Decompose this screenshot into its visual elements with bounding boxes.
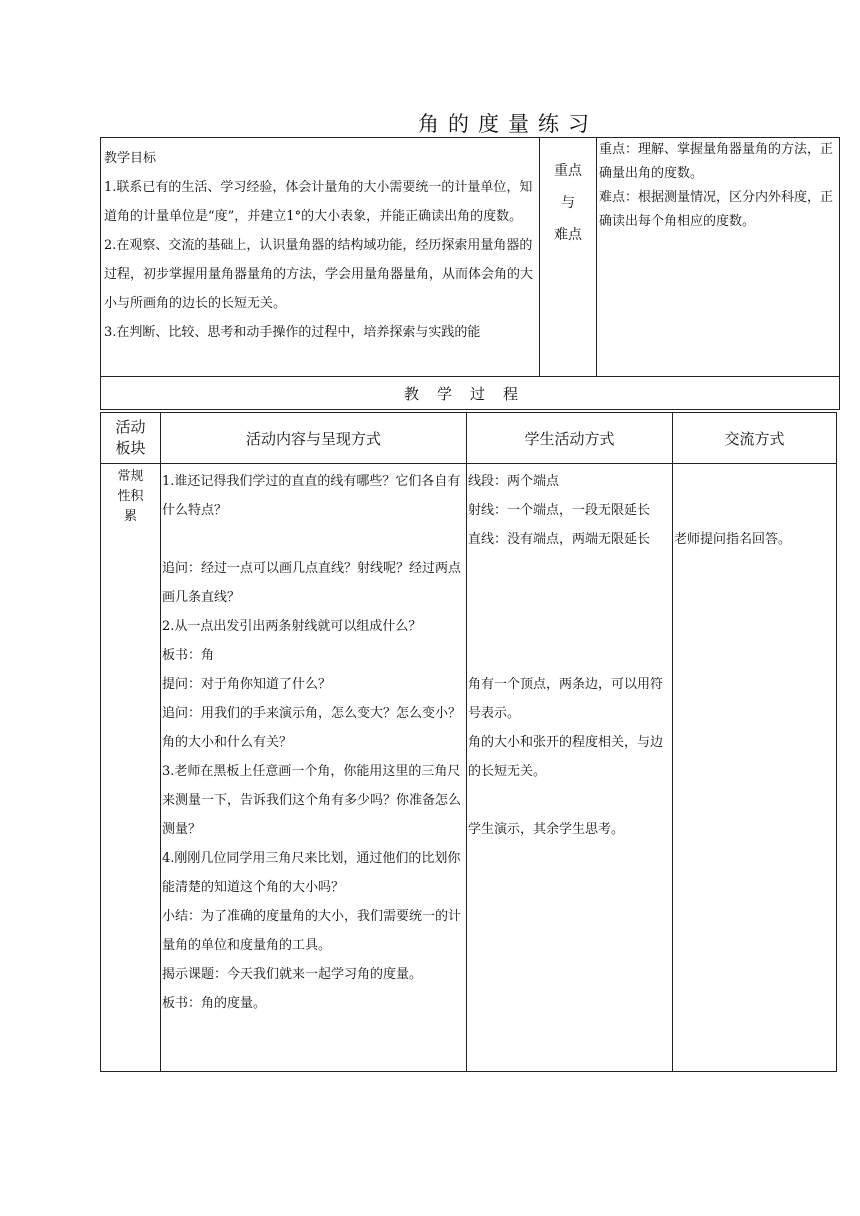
teaching-objectives-cell xyxy=(101,138,540,377)
student-line: 直线：没有端点，两端无限延长 xyxy=(468,532,651,547)
student-line: 角有一个顶点，两条边，可以用符号表示。 xyxy=(468,677,664,721)
objectives-heading: 教学目标 xyxy=(104,151,157,166)
key-label-2: 与 xyxy=(561,195,575,211)
block-name: 常规性积累 xyxy=(117,469,144,524)
difficulty-text: 难点：根据测量情况，区分内外科度，正确读出每个角相应的度数。 xyxy=(599,190,834,229)
document-title: 角的度量练习 xyxy=(418,112,598,136)
student-spacer xyxy=(467,786,672,815)
header-block-text: 活动板块 xyxy=(115,418,146,457)
key-label-1: 重点 xyxy=(554,163,582,179)
student-line: 学生演示，其余学生思考。 xyxy=(468,822,625,837)
content-cell xyxy=(161,464,467,1072)
header-block xyxy=(101,413,161,464)
header-student: 学生活动方式 xyxy=(467,413,673,464)
content-line: 板书：角的度量。 xyxy=(162,996,267,1011)
content-line: 追问：用我们的手来演示角，怎么变大？怎么变小？角的大小和什么有关？ xyxy=(162,706,462,750)
key-points-text-cell xyxy=(597,138,840,377)
content-line: 提问：对于角你知道了什么？ xyxy=(162,677,332,692)
process-table xyxy=(100,412,837,1072)
exchange-text: 老师提问指名回答。 xyxy=(674,532,792,547)
content-line: 3.老师在黑板上任意画一个角，你能用这里的三角尺来测量一下，告诉我们这个角有多少吗？你准备怎么测量？ xyxy=(162,764,462,837)
content-spacer xyxy=(161,525,466,554)
student-spacer xyxy=(467,554,672,670)
student-line: 射线：一个端点，一段无限延长 xyxy=(468,503,651,518)
exchange-cell xyxy=(673,464,837,1072)
content-line: 追问：经过一点可以画几点直线？射线呢？经过两点画几条直线？ xyxy=(162,561,462,605)
content-line: 板书：角 xyxy=(162,648,215,663)
process-heading: 教学过程 xyxy=(101,377,840,410)
objectives-table xyxy=(100,137,840,410)
header-content: 活动内容与呈现方式 xyxy=(161,413,467,464)
content-line: 小结：为了准确的度量角的大小，我们需要统一的计量角的单位和度量角的工具。 xyxy=(162,909,462,953)
content-line: 1.谁还记得我们学过的直直的线有哪些？它们各自有什么特点？ xyxy=(162,474,461,518)
content-line: 揭示课题：今天我们就来一起学习角的度量。 xyxy=(162,967,423,982)
student-line: 线段：两个端点 xyxy=(468,474,560,489)
block-name-cell xyxy=(101,464,161,1072)
content-line: 2.从一点出发引出两条射线就可以组成什么？ xyxy=(162,619,422,634)
objective-3: 3.在判断、比较、思考和动手操作的过程中，培养探索与实践的能 xyxy=(104,325,481,340)
content-line: 4.刚刚几位同学用三角尺来比划，通过他们的比划你能清楚的知道这个角的大小吗？ xyxy=(162,851,461,895)
header-exchange: 交流方式 xyxy=(673,413,837,464)
student-line: 角的大小和张开的程度相关，与边的长短无关。 xyxy=(468,735,664,779)
key-label-3: 难点 xyxy=(554,227,582,243)
focus-text: 重点：理解、掌握量角器量角的方法，正确量出角的度数。 xyxy=(599,142,834,181)
objective-2: 2.在观察、交流的基础上，认识量角器的结构域功能，经历探索用量角器的过程，初步掌握用量角器量角的方法，学会用量角器量角，从而体会角的大小与所画角的边长的长短无关。 xyxy=(104,238,534,311)
key-points-label-cell xyxy=(540,138,597,377)
student-cell xyxy=(467,464,673,1072)
objective-1: 1.联系已有的生活、学习经验，体会计量角的大小需要统一的计量单位，知道角的计量单位是“度”，并建立1°的大小表象，并能正确读出角的度数。 xyxy=(104,180,533,224)
